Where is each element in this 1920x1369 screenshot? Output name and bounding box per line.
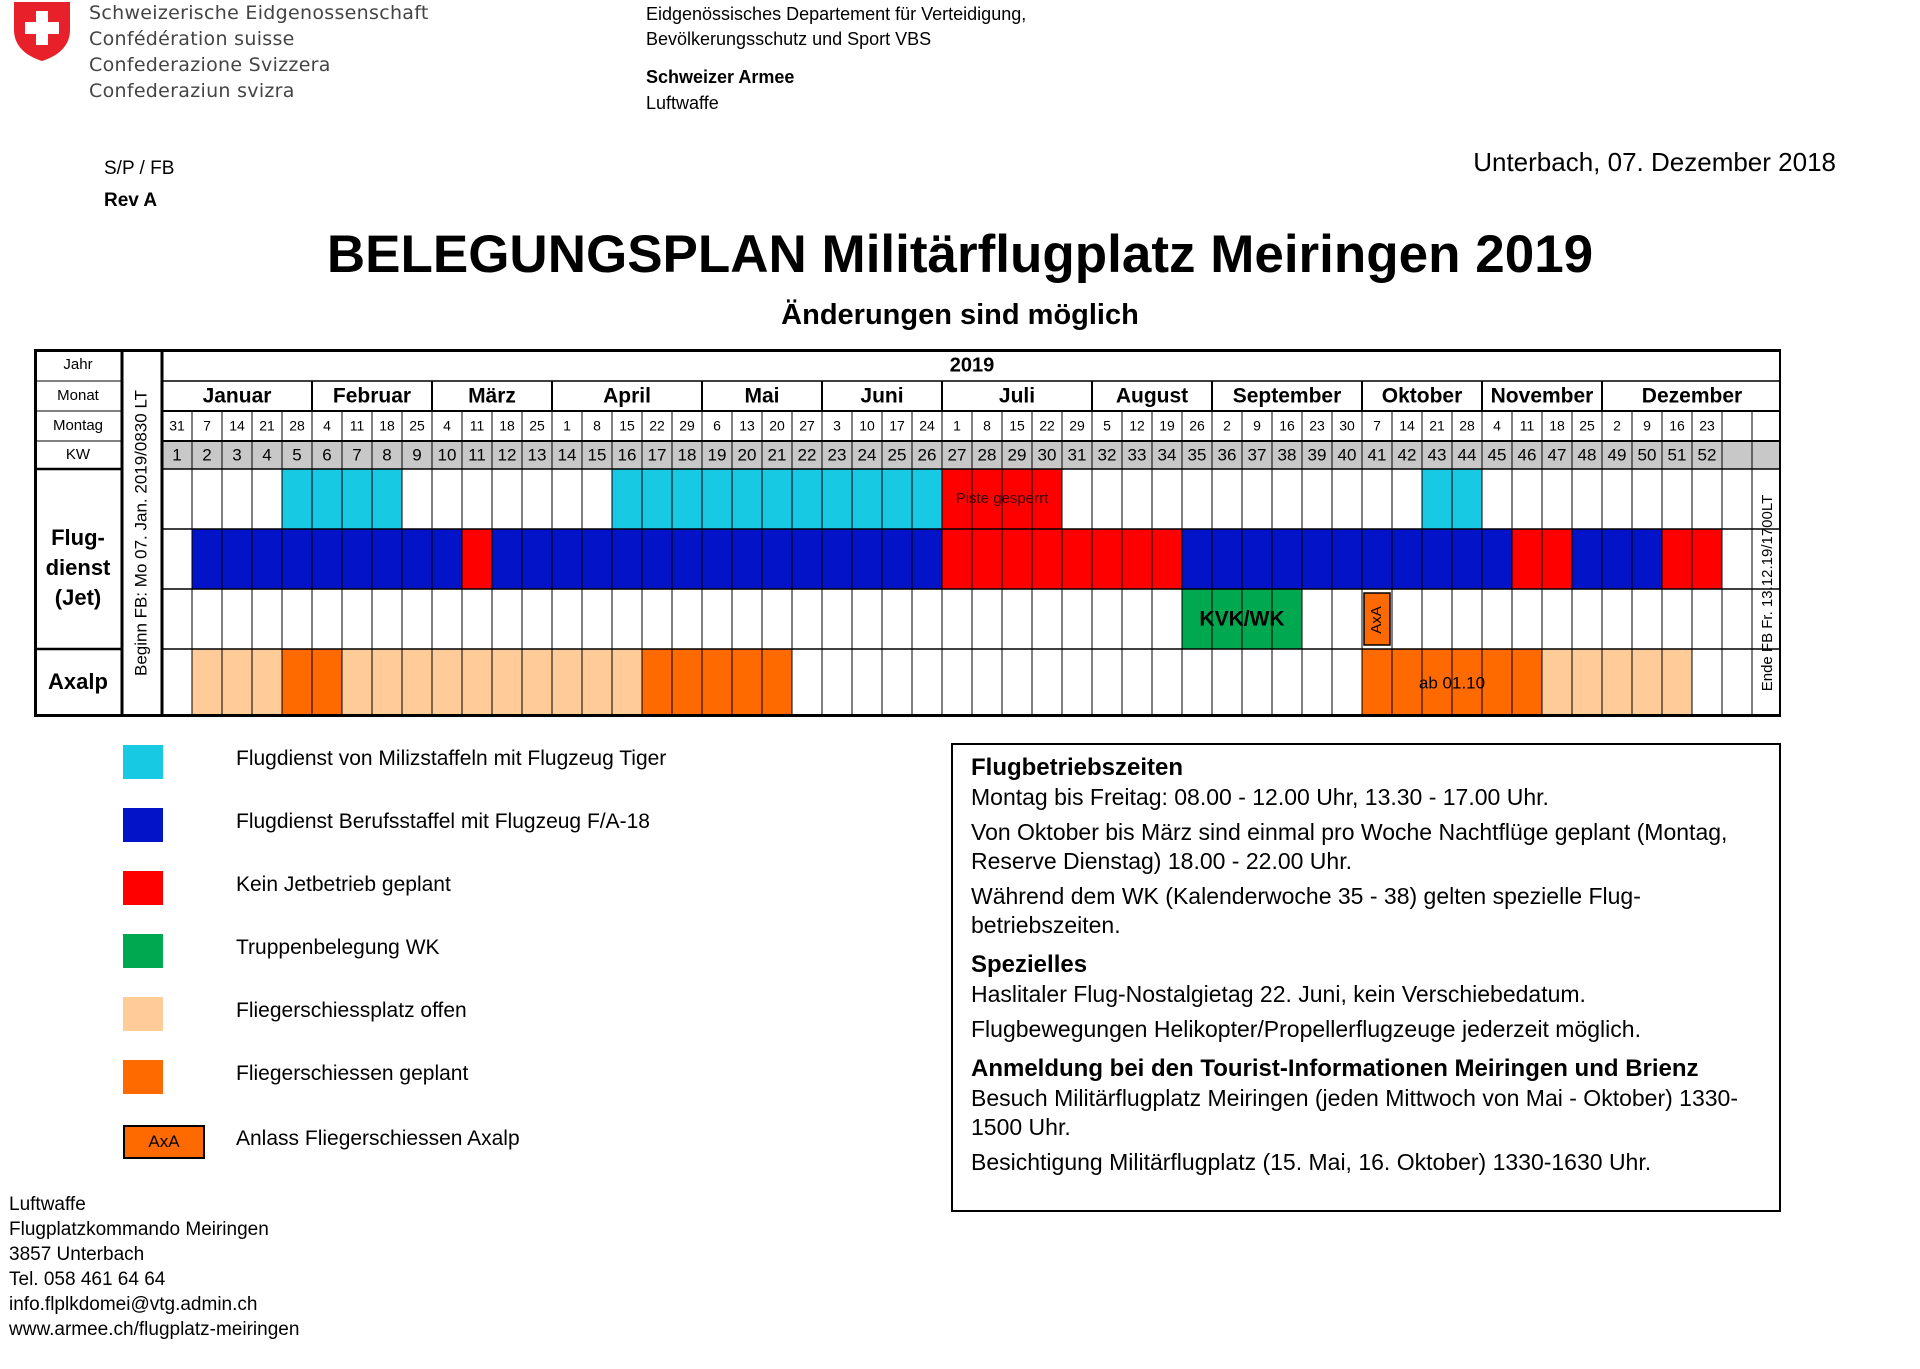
cell-jet-kw-3 [222, 529, 252, 589]
cell-jet-kw-12 [492, 529, 522, 589]
monday-date: 8 [983, 417, 991, 434]
cell-jet-kw-31 [1062, 529, 1092, 589]
cell-jet-kw-5 [282, 529, 312, 589]
cell-jet-kw-46 [1512, 529, 1542, 589]
monday-date: 9 [1253, 417, 1261, 434]
label-flugdienst-3: (Jet) [54, 584, 102, 610]
cell-tiger-kw-24 [852, 469, 882, 529]
cell-axalp-kw-49 [1602, 649, 1632, 717]
army-name: Schweizer Armee [646, 67, 795, 87]
monday-date: 29 [679, 417, 695, 434]
kw-number: 22 [797, 445, 817, 465]
cell-jet-kw-50 [1632, 529, 1662, 589]
kw-number: 36 [1217, 445, 1237, 465]
kw-number: 1 [172, 445, 182, 465]
cell-axalp-kw-10 [432, 649, 462, 717]
monday-date: 3 [833, 417, 841, 434]
cell-tiger-kw-18 [672, 469, 702, 529]
revision: Rev A [104, 190, 158, 211]
monday-date: 17 [889, 417, 905, 434]
department-name [646, 2, 1026, 52]
kw-number: 47 [1547, 445, 1567, 465]
cell-jet-kw-37 [1242, 529, 1272, 589]
cell-axalp-kw-8 [372, 649, 402, 717]
monday-date: 8 [593, 417, 601, 434]
month-dezember: Dezember [1641, 384, 1743, 408]
cell-jet-kw-7 [342, 529, 372, 589]
monday-date: 21 [1429, 417, 1445, 434]
legend-swatch-fa18 [123, 808, 163, 842]
document-reference [104, 153, 174, 217]
month-oktober: Oktober [1381, 384, 1463, 408]
kw-number: 49 [1607, 445, 1627, 465]
kw-number: 6 [322, 445, 332, 465]
kw-number: 30 [1037, 445, 1057, 465]
kw-number: 48 [1577, 445, 1597, 465]
kw-number: 21 [767, 445, 787, 465]
month-mai: Mai [744, 384, 780, 408]
cell-tiger-kw-22 [792, 469, 822, 529]
monday-date: 30 [1339, 417, 1355, 434]
cell-jet-kw-45 [1482, 529, 1512, 589]
monday-date: 9 [1643, 417, 1651, 434]
cell-axalp-kw-47 [1542, 649, 1572, 717]
occupancy-calendar [34, 349, 1781, 719]
cell-jet-kw-20 [732, 529, 762, 589]
monday-date: 24 [919, 417, 935, 434]
cell-jet-kw-42 [1392, 529, 1422, 589]
legend-text-axa: Anlass Fliegerschiessen Axalp [236, 1127, 520, 1150]
cell-jet-kw-26 [912, 529, 942, 589]
info-nostalgia-day: Haslitaler Flug-Nostalgietag 22. Juni, kein Verschiebedatum. [971, 981, 1586, 1007]
cell-axalp-kw-48 [1572, 649, 1602, 717]
legend-text-wk: Truppenbelegung WK [236, 936, 440, 959]
kw-number: 41 [1367, 445, 1387, 465]
info-wk-hours: Während dem WK (Kalenderwoche 35 - 38) gelten spezielle Flug-betriebszeiten. [971, 883, 1641, 938]
kw-number: 24 [857, 445, 877, 465]
cell-axalp-kw-45 [1482, 649, 1512, 717]
cell-tiger-kw-25 [882, 469, 912, 529]
month-märz: März [468, 384, 516, 408]
monday-date: 1 [563, 417, 571, 434]
monday-date: 29 [1069, 417, 1085, 434]
cell-jet-kw-38 [1272, 529, 1302, 589]
monday-date: 31 [169, 417, 185, 434]
kw-number: 14 [557, 445, 577, 465]
monday-date: 11 [349, 417, 365, 434]
monday-date: 2 [1613, 417, 1621, 434]
month-august: August [1115, 384, 1189, 408]
month-november: November [1490, 384, 1594, 408]
page-title: BELEGUNGSPLAN Militärflugplatz Meiringen 2019 [326, 225, 1594, 284]
monday-date: 13 [739, 417, 755, 434]
month-april: April [603, 384, 651, 408]
cell-tiger-kw-44 [1452, 469, 1482, 529]
cell-axalp-kw-42 [1392, 649, 1422, 717]
cell-axalp-kw-2 [192, 649, 222, 717]
cell-jet-kw-11 [462, 529, 492, 589]
confed-name-rm: Confederaziun svizra [89, 80, 295, 102]
air-force-name: Luftwaffe [646, 93, 719, 113]
monday-date: 16 [1669, 417, 1685, 434]
cell-jet-kw-22 [792, 529, 822, 589]
monday-date: 11 [469, 417, 485, 434]
legend-text-range-open: Fliegerschiessplatz offen [236, 999, 467, 1022]
monday-date: 6 [713, 417, 721, 434]
monday-date: 27 [799, 417, 815, 434]
kw-number: 2 [202, 445, 212, 465]
kw-number: 34 [1157, 445, 1177, 465]
monday-date: 28 [1459, 417, 1475, 434]
cell-jet-kw-13 [522, 529, 552, 589]
monday-date: 7 [203, 417, 211, 434]
cell-jet-kw-19 [702, 529, 732, 589]
place-date: Unterbach, 07. Dezember 2018 [1473, 147, 1836, 177]
kw-number: 37 [1247, 445, 1267, 465]
cell-axalp-kw-19 [702, 649, 732, 717]
heading-special: Spezielles [971, 951, 1088, 978]
monday-date: 14 [229, 417, 245, 434]
cell-axalp-kw-18 [672, 649, 702, 717]
cell-jet-kw-47 [1542, 529, 1572, 589]
cell-tiger-kw-20 [732, 469, 762, 529]
legend-swatch-range-planned [123, 1060, 163, 1094]
kw-number: 52 [1697, 445, 1717, 465]
footer-town: 3857 Unterbach [9, 1244, 145, 1265]
monday-date: 18 [379, 417, 395, 434]
kw-number: 29 [1007, 445, 1027, 465]
cell-axalp-kw-50 [1632, 649, 1662, 717]
cell-axalp-kw-17 [642, 649, 672, 717]
monday-date: 14 [1399, 417, 1415, 434]
cell-jet-kw-2 [192, 529, 222, 589]
reference-code: S/P / FB [104, 158, 175, 179]
axa-label: AxA [1367, 606, 1385, 634]
department-line-2: Bevölkerungsschutz und Sport VBS [646, 29, 932, 49]
kw-number: 10 [437, 445, 457, 465]
cell-axalp-kw-9 [402, 649, 432, 717]
cell-axalp-kw-20 [732, 649, 762, 717]
label-flugdienst-2: dienst [45, 554, 111, 580]
monday-date: 22 [1039, 417, 1055, 434]
kw-number: 32 [1097, 445, 1117, 465]
monday-date: 4 [1493, 417, 1501, 434]
legend-text-range-planned: Fliegerschiessen geplant [236, 1062, 469, 1085]
monday-date: 18 [1549, 417, 1565, 434]
monday-date: 23 [1309, 417, 1325, 434]
monday-date: 18 [499, 417, 515, 434]
month-juni: Juni [860, 384, 904, 408]
heading-flight-hours: Flugbetriebszeiten [971, 754, 1184, 781]
calendar-grid [34, 349, 1781, 719]
cell-jet-kw-30 [1032, 529, 1062, 589]
kw-number: 23 [827, 445, 847, 465]
cell-axalp-kw-13 [522, 649, 552, 717]
cell-jet-kw-8 [372, 529, 402, 589]
cell-jet-kw-43 [1422, 529, 1452, 589]
cell-jet-kw-29 [1002, 529, 1032, 589]
cell-axalp-kw-6 [312, 649, 342, 717]
monday-date: 20 [769, 417, 785, 434]
monday-date: 28 [289, 417, 305, 434]
cell-tiger-kw-21 [762, 469, 792, 529]
army-unit [646, 64, 794, 116]
kw-number: 7 [352, 445, 362, 465]
monday-date: 5 [1103, 417, 1111, 434]
cell-jet-kw-6 [312, 529, 342, 589]
monday-date: 19 [1159, 417, 1175, 434]
kw-number: 50 [1637, 445, 1657, 465]
monday-date: 11 [1519, 417, 1535, 434]
kw-number: 15 [587, 445, 607, 465]
cell-axalp-kw-3 [222, 649, 252, 717]
confederation-names [89, 0, 429, 104]
month-juli: Juli [998, 384, 1036, 408]
info-visit: Besuch Militärflugplatz Meiringen (jeden Mittwoch von Mai - Oktober) 1330-1500 Uhr. [971, 1085, 1738, 1140]
cell-jet-kw-9 [402, 529, 432, 589]
cell-tiger-kw-26 [912, 469, 942, 529]
monday-date: 2 [1223, 417, 1231, 434]
cell-tiger-kw-7 [342, 469, 372, 529]
monday-date: 16 [1279, 417, 1295, 434]
cell-tiger-kw-6 [312, 469, 342, 529]
monday-date: 15 [619, 417, 635, 434]
info-night-flights: Von Oktober bis März sind einmal pro Woche Nachtflüge geplant (Montag, Reserve Dienstag) 18.00 - 22.00 Uhr. [971, 819, 1728, 874]
kw-number: 42 [1397, 445, 1417, 465]
legend-swatch-axa: AxA [123, 1125, 205, 1159]
cell-axalp-kw-7 [342, 649, 372, 717]
cell-jet-kw-17 [642, 529, 672, 589]
month-september: September [1232, 384, 1342, 408]
cell-axalp-kw-15 [582, 649, 612, 717]
axalp-from-date-label: ab 01.10 [1418, 673, 1486, 693]
monday-date: 26 [1189, 417, 1205, 434]
kw-number: 17 [647, 445, 667, 465]
kw-number: 51 [1667, 445, 1687, 465]
info-box [951, 743, 1781, 1212]
monday-date: 4 [443, 417, 451, 434]
monday-date: 25 [1579, 417, 1595, 434]
kw-number: 35 [1187, 445, 1207, 465]
cell-jet-kw-41 [1362, 529, 1392, 589]
kw-number: 4 [262, 445, 272, 465]
label-month: Monat [57, 386, 99, 404]
cell-jet-kw-18 [672, 529, 702, 589]
cell-axalp-kw-4 [252, 649, 282, 717]
cell-tiger-kw-16 [612, 469, 642, 529]
cell-axalp-kw-5 [282, 649, 312, 717]
cell-jet-kw-27 [942, 529, 972, 589]
confed-name-it: Confederazione Svizzera [89, 54, 331, 76]
cell-jet-kw-4 [252, 529, 282, 589]
kw-number: 11 [468, 445, 486, 465]
footer-address [9, 1192, 299, 1342]
cell-jet-kw-48 [1572, 529, 1602, 589]
kw-number: 25 [887, 445, 907, 465]
cell-tiger-kw-43 [1422, 469, 1452, 529]
legend-text-tiger: Flugdienst von Milizstaffeln mit Flugzeug Tiger [236, 747, 667, 770]
cell-tiger-kw-23 [822, 469, 852, 529]
label-monday: Montag [52, 416, 104, 434]
monday-date: 25 [529, 417, 545, 434]
legend-swatch-tiger [123, 745, 163, 779]
kw-number: 19 [707, 445, 727, 465]
legend-swatch-wk [123, 934, 163, 968]
footer-command: Flugplatzkommando Meiringen [9, 1219, 269, 1240]
cell-jet-kw-52 [1692, 529, 1722, 589]
cell-jet-kw-21 [762, 529, 792, 589]
cell-tiger-kw-8 [372, 469, 402, 529]
info-tour: Besichtigung Militärflugplatz (15. Mai, 16. Oktober) 1330-1630 Uhr. [971, 1149, 1652, 1175]
kw-number: 8 [382, 445, 392, 465]
cell-jet-kw-39 [1302, 529, 1332, 589]
monday-date: 10 [859, 417, 875, 434]
kw-number: 26 [917, 445, 937, 465]
cell-jet-kw-51 [1662, 529, 1692, 589]
kw-number: 38 [1277, 445, 1297, 465]
kw-number: 9 [412, 445, 422, 465]
cell-jet-kw-49 [1602, 529, 1632, 589]
cell-axalp-kw-21 [762, 649, 792, 717]
info-helicopter: Flugbewegungen Helikopter/Propellerflugzeuge jederzeit möglich. [971, 1016, 1641, 1042]
begin-flight-ops-note: Beginn FB: Mo 07. Jan. 2019/0830 LT [131, 389, 151, 677]
kw-number: 27 [947, 445, 967, 465]
end-flight-ops-note: Ende FB Fr. 13.12.19/1700LT [1758, 494, 1776, 692]
label-kw: KW [65, 445, 91, 463]
month-januar: Januar [202, 384, 272, 408]
heading-registration: Anmeldung bei den Tourist-Informationen Meiringen und Brienz [971, 1055, 1699, 1082]
kw-number: 16 [617, 445, 637, 465]
cell-axalp-kw-11 [462, 649, 492, 717]
kw-number: 43 [1427, 445, 1447, 465]
cell-axalp-kw-46 [1512, 649, 1542, 717]
footer-phone: Tel. 058 461 64 64 [9, 1269, 166, 1290]
kw-number: 13 [527, 445, 547, 465]
monday-date: 21 [259, 417, 275, 434]
monday-date: 23 [1699, 417, 1715, 434]
cell-jet-kw-15 [582, 529, 612, 589]
label-year: Jahr [63, 355, 93, 373]
kw-number: 45 [1487, 445, 1507, 465]
legend-swatch-range-open [123, 997, 163, 1031]
confed-name-fr: Confédération suisse [89, 28, 295, 50]
info-weekday-hours: Montag bis Freitag: 08.00 - 12.00 Uhr, 13.30 - 17.00 Uhr. [971, 784, 1549, 810]
department-line-1: Eidgenössisches Departement für Verteidigung, [646, 4, 1027, 24]
footer-org: Luftwaffe [9, 1194, 86, 1215]
cell-jet-kw-35 [1182, 529, 1212, 589]
kw-number: 12 [497, 445, 517, 465]
legend-text-fa18: Flugdienst Berufsstaffel mit Flugzeug F/A-18 [236, 810, 650, 833]
monday-date: 25 [409, 417, 425, 434]
kw-number: 3 [232, 445, 242, 465]
year-label: 2019 [949, 354, 995, 377]
cell-tiger-kw-17 [642, 469, 672, 529]
label-axalp: Axalp [48, 668, 108, 694]
kw-number: 46 [1517, 445, 1537, 465]
kw-number: 20 [737, 445, 757, 465]
legend-swatch-no-jet [123, 871, 163, 905]
footer-website[interactable]: www.armee.ch/flugplatz-meiringen [9, 1319, 300, 1340]
cell-axalp-kw-16 [612, 649, 642, 717]
cell-jet-kw-14 [552, 529, 582, 589]
cell-jet-kw-28 [972, 529, 1002, 589]
cell-jet-kw-40 [1332, 529, 1362, 589]
monday-date: 7 [1373, 417, 1381, 434]
cell-axalp-kw-12 [492, 649, 522, 717]
cell-jet-kw-24 [852, 529, 882, 589]
kw-number: 28 [977, 445, 997, 465]
kw-number: 44 [1457, 445, 1477, 465]
piste-closed-label: Piste gesperrt [955, 489, 1049, 507]
monday-date: 12 [1129, 417, 1145, 434]
kw-number: 39 [1307, 445, 1327, 465]
monday-date: 4 [323, 417, 331, 434]
cell-axalp-kw-41 [1362, 649, 1392, 717]
label-flugdienst-1: Flug- [51, 524, 105, 550]
cell-jet-kw-25 [882, 529, 912, 589]
cell-jet-kw-23 [822, 529, 852, 589]
page-subtitle: Änderungen sind möglich [781, 299, 1139, 331]
kw-number: 5 [292, 445, 302, 465]
kw-number: 31 [1067, 445, 1087, 465]
footer-email[interactable]: info.flplkdomei@vtg.admin.ch [9, 1294, 258, 1315]
cell-jet-kw-16 [612, 529, 642, 589]
cell-tiger-kw-5 [282, 469, 312, 529]
monday-date: 1 [953, 417, 961, 434]
wk-label: KVK/WK [1199, 607, 1285, 631]
cell-axalp-kw-51 [1662, 649, 1692, 717]
cell-jet-kw-10 [432, 529, 462, 589]
month-februar: Februar [332, 384, 412, 408]
cell-jet-kw-32 [1092, 529, 1122, 589]
legend-text-no-jet: Kein Jetbetrieb geplant [236, 873, 451, 896]
monday-date: 15 [1009, 417, 1025, 434]
cell-tiger-kw-19 [702, 469, 732, 529]
swiss-coat-of-arms-logo [12, 0, 72, 62]
kw-number: 33 [1127, 445, 1147, 465]
cell-jet-kw-44 [1452, 529, 1482, 589]
cell-jet-kw-36 [1212, 529, 1242, 589]
cell-axalp-kw-14 [552, 649, 582, 717]
confed-name-de: Schweizerische Eidgenossenschaft [89, 2, 429, 24]
monday-date: 22 [649, 417, 665, 434]
kw-number: 18 [677, 445, 697, 465]
cell-jet-kw-34 [1152, 529, 1182, 589]
kw-number: 40 [1337, 445, 1357, 465]
cell-jet-kw-33 [1122, 529, 1152, 589]
